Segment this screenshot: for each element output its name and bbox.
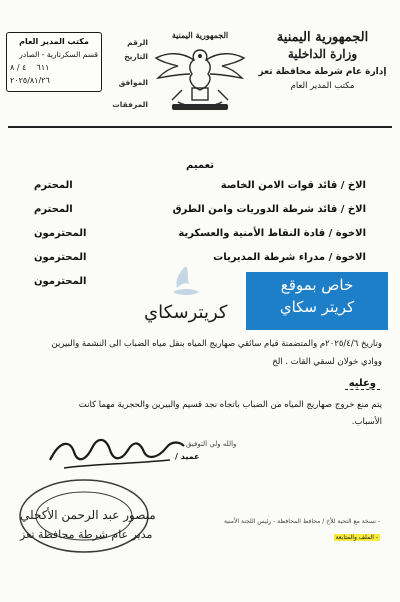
cc-line: [334, 534, 380, 541]
emblem-caption: الجمهورية اليمنية: [171, 30, 229, 40]
stamp-number: ٦١١: [36, 63, 50, 72]
handwritten-signature-icon: [40, 420, 190, 480]
stamp-date-full: ٢٠٢٥/٨١/٢٦: [10, 76, 50, 85]
label-corresponding: الموافق: [118, 78, 148, 87]
office-name: مكتب المدير العام: [290, 81, 355, 91]
outgoing-stamp: [6, 32, 102, 92]
cc-line: - نسخة مع التحية للأخ / محافظ المحافظة - رئيس اللجنة الأمنية: [223, 518, 380, 525]
closing-phrase: والله ولي التوفيق: [186, 440, 237, 448]
stamp-date: ٤ / ٨: [10, 63, 27, 72]
yemen-eagle-emblem-icon: [148, 30, 252, 116]
country-name: الجمهورية اليمنية: [276, 30, 369, 45]
therefore-label: وعليه: [345, 378, 380, 390]
recipient-title: المحترمون: [34, 252, 87, 263]
body-text-line: يتم منع خروج صهاريج المياه من الضباب باتجاه نجد قسيم والبيرين والحجرية مهما كانت: [78, 400, 382, 410]
rank-label: عميد /: [175, 452, 200, 461]
label-attachments: المرفقات: [112, 100, 148, 109]
label-date: التاريخ: [124, 52, 148, 61]
ministry-name: وزارة الداخلية: [287, 47, 358, 61]
recipient-row: [34, 228, 366, 244]
recipient-to: الاخوة / قادة النقاط الأمنية والعسكرية: [178, 228, 366, 239]
directorate-name: إدارة عام شرطة محافظة تعز: [258, 67, 387, 77]
cc-highlighted: - الملف والمتابعة: [335, 534, 378, 541]
watermark-logo-icon: [165, 262, 207, 302]
recipient-row: [34, 204, 366, 220]
body-text-line: وتاريخ ٢٠٢٥/٤/٦م والمتضمنة قيام سائقي صهاريج المياه بنقل مياه الضباب الى النشمة والبيرين: [51, 339, 382, 349]
banner-line-1: خاص بموقع: [280, 276, 354, 294]
watermark-text: كريترسكاي: [144, 302, 228, 323]
recipient-row: [34, 180, 366, 196]
stamp-office: مكتب المدير العام: [19, 37, 89, 46]
stamp-section: قسم السكرتارية - الصادر: [19, 50, 98, 59]
header-divider: [8, 126, 392, 128]
signatory-title: مدير عام شرطة محافظة تعز: [20, 528, 153, 541]
issuing-authority: [255, 30, 390, 91]
recipient-title: المحترم: [34, 204, 73, 215]
recipient-title: المحترمون: [34, 276, 87, 287]
body-text-line: ووادي خولان لسقي القات . الخ: [272, 357, 382, 367]
recipient-to: الاخ / قائد قوات الامن الخاصة: [220, 180, 366, 191]
body-text-line: الأسباب.: [351, 417, 382, 427]
site-banner: [246, 272, 388, 330]
signatory-name: منصور عبد الرحمن الأكحلي: [20, 508, 156, 522]
banner-line-2: كريتر سكاي: [279, 298, 355, 316]
recipient-to: الاخوة / مدراء شرطة المديريات: [213, 252, 366, 263]
recipient-to: الاخ / قائد شرطة الدوريات وامن الطرق: [172, 204, 366, 215]
label-number: الرقم: [127, 38, 148, 47]
recipient-title: المحترمون: [34, 228, 87, 239]
circular-title: تعميم: [185, 160, 215, 171]
recipient-title: المحترم: [34, 180, 73, 191]
